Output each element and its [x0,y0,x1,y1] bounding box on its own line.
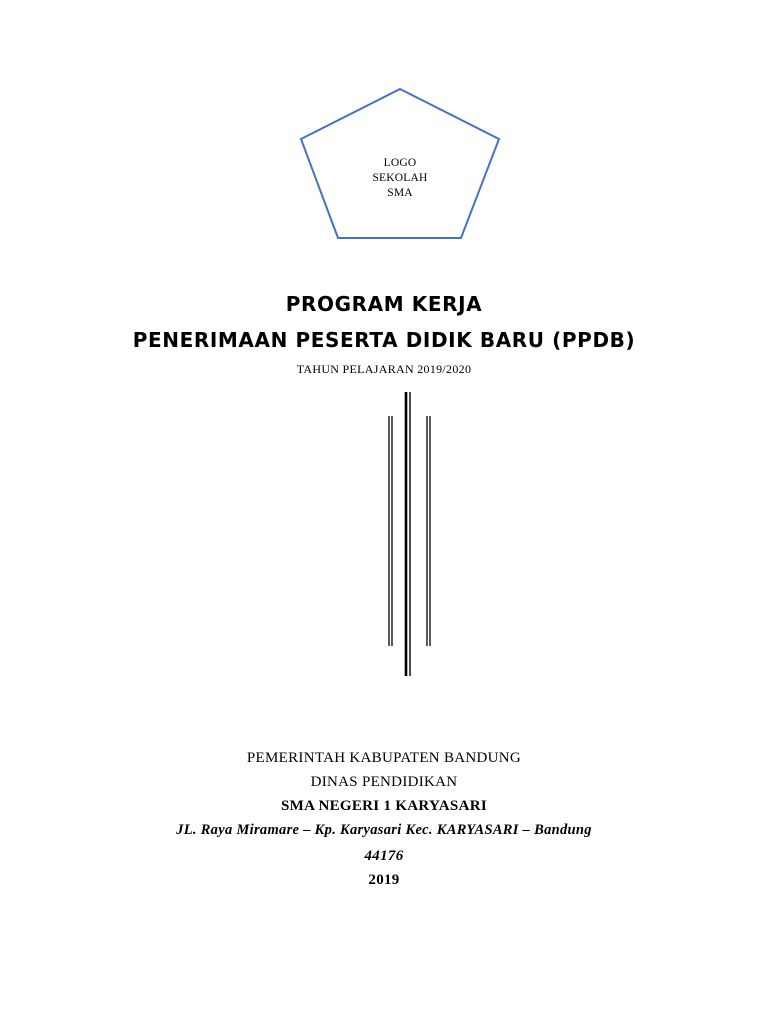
logo-label-line: LOGO [383,157,417,169]
school-name: SMA NEGERI 1 KARYASARI [281,798,487,814]
decorative-vertical-lines [380,390,440,678]
government-name: PEMERINTAH KABUPATEN BANDUNG [246,750,522,766]
department-name: DINAS PENDIDIKAN [310,774,458,790]
postal-code: 44176 [364,848,404,864]
document-year: 2019 [368,872,400,888]
document-title: PROGRAM KERJA [285,292,483,316]
logo-label [350,156,450,201]
academic-year: TAHUN PELAJARAN 2019/2020 [296,362,472,376]
logo-label-line: SMA [387,187,413,199]
document-subtitle-heading: PENERIMAAN PESERTA DIDIK BARU (PPDB) [132,328,636,352]
school-address: JL. Raya Miramare – Kp. Karyasari Kec. KARYASARI – Bandung [176,822,592,838]
logo-label-line: SEKOLAH [372,172,428,184]
